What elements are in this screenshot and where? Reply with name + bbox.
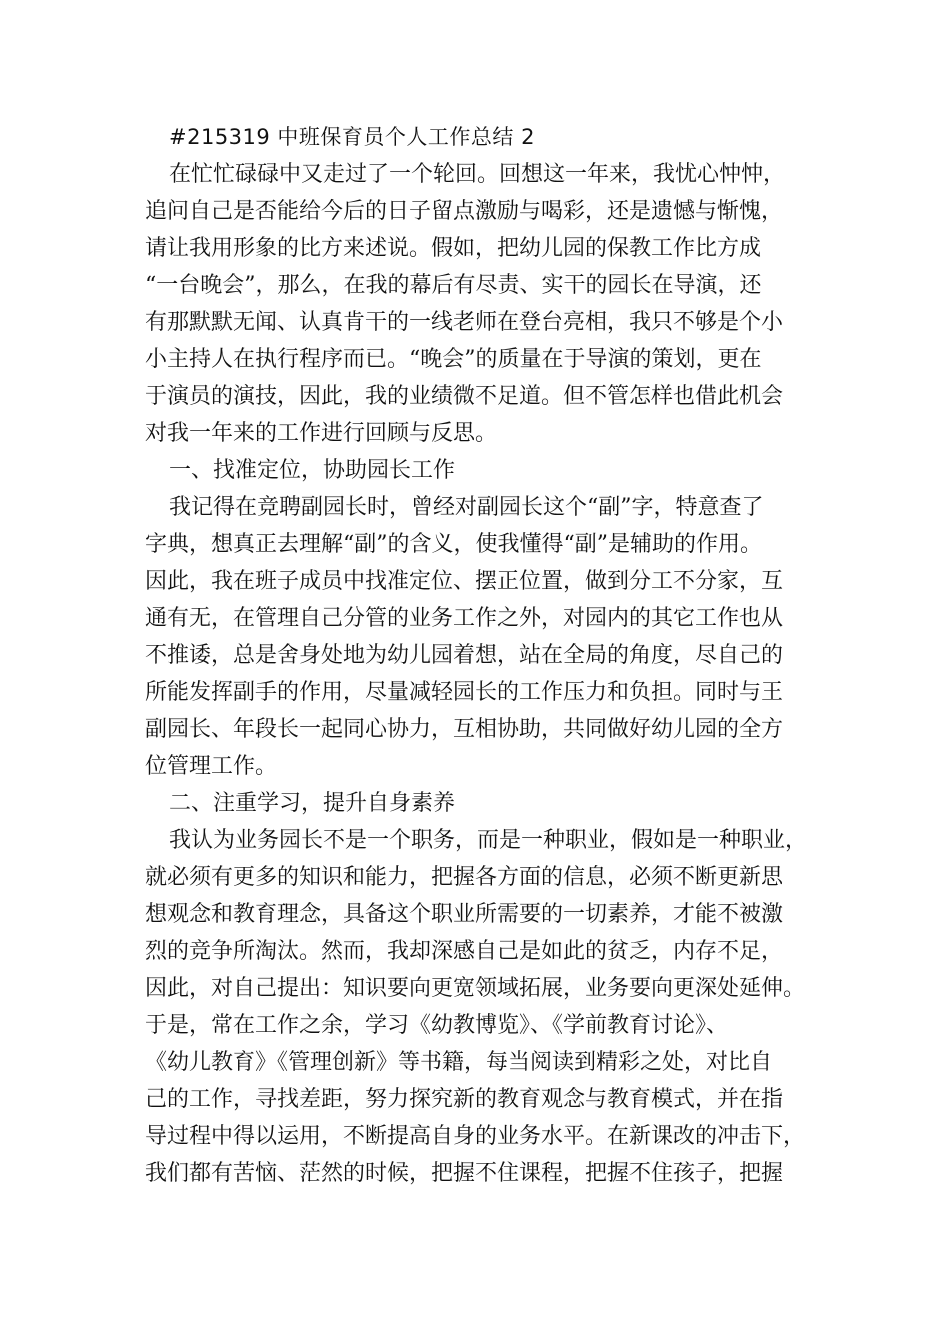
paragraph-section-1	[145, 489, 813, 785]
text-line: 请让我用形象的比方来述说。假如，把幼儿园的保教工作比方成	[145, 236, 762, 261]
section-heading-2: 二、注重学习，提升自身素养	[169, 791, 456, 816]
text-line: 因此，对自己提出：知识要向更宽领域拓展，业务要向更深处延伸。	[145, 976, 806, 1001]
text-line: 《幼儿教育》《管理创新》等书籍，每当阅读到精彩之处，对比自	[145, 1050, 773, 1075]
text-line: 于是，常在工作之余，学习《幼教博览》、《学前教育讨论》、	[145, 1013, 729, 1038]
text-line: 烈的竞争所淘汰。然而，我却深感自己是如此的贫乏，内存不足，	[145, 939, 784, 964]
text-line: 所能发挥副手的作用，尽量减轻园长的工作压力和负担。同时与王	[145, 680, 784, 705]
document-body	[145, 118, 813, 1192]
text-line: 因此，我在班子成员中找准定位、摆正位置，做到分工不分家，互	[145, 569, 784, 594]
text-line: 位管理工作。	[145, 754, 278, 779]
text-line: 我们都有苦恼、茫然的时候，把握不住课程，把握不住孩子，把握	[145, 1161, 784, 1186]
text-line: “一台晚会”，那么，在我的幕后有尽责、实干的园长在导演，还	[145, 273, 762, 298]
text-line: 我记得在竞聘副园长时，曾经对副园长这个“副”字，特意查了	[169, 495, 764, 520]
text-line: 在忙忙碌碌中又走过了一个轮回。回想这一年来，我忧心忡忡，	[169, 162, 786, 187]
text-line: 于演员的演技，因此，我的业绩微不足道。但不管怎样也借此机会	[145, 384, 784, 409]
paragraph-intro	[145, 156, 813, 452]
document-title: #215319 中班保育员个人工作总结 2	[169, 125, 535, 149]
text-line: 就必须有更多的知识和能力，把握各方面的信息，必须不断更新思	[145, 865, 784, 890]
text-line: 对我一年来的工作进行回顾与反思。	[145, 421, 498, 446]
paragraph-section-2	[145, 822, 813, 1192]
text-line: 追问自己是否能给今后的日子留点激励与喝彩，还是遗憾与惭愧，	[145, 199, 784, 224]
text-line: 我认为业务园长不是一个职务，而是一种职业，假如是一种职业，	[169, 828, 808, 853]
text-line: 有那默默无闻、认真肯干的一线老师在登台亮相，我只不够是个小	[145, 310, 784, 335]
section-heading-1: 一、找准定位，协助园长工作	[169, 458, 456, 483]
text-line: 己的工作，寻找差距，努力探究新的教育观念与教育模式，并在指	[145, 1087, 784, 1112]
text-line: 副园长、年段长一起同心协力，互相协助，共同做好幼儿园的全方	[145, 717, 784, 742]
text-line: 字典，想真正去理解“副”的含义，使我懂得“副”是辅助的作用。	[145, 532, 762, 557]
text-line: 导过程中得以运用，不断提高自身的业务水平。在新课改的冲击下，	[145, 1124, 806, 1149]
text-line: 通有无，在管理自己分管的业务工作之外，对园内的其它工作也从	[145, 606, 784, 631]
text-line: 不推诿，总是舍身处地为幼儿园着想，站在全局的角度，尽自己的	[145, 643, 784, 668]
text-line: 小主持人在执行程序而已。“晚会”的质量在于导演的策划，更在	[145, 347, 762, 372]
text-line: 想观念和教育理念，具备这个职业所需要的一切素养，才能不被激	[145, 902, 784, 927]
